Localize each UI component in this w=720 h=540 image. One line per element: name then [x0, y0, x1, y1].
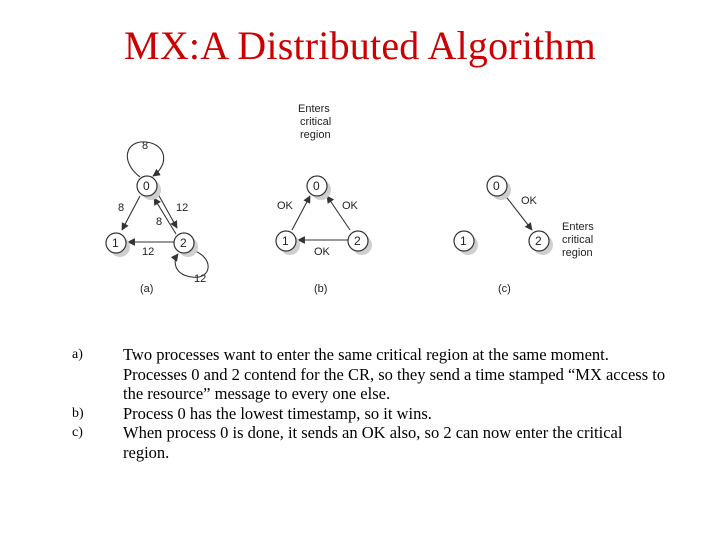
list-text: Process 0 has the lowest timestamp, so it wins. — [123, 403, 432, 423]
b-caption: (b) — [314, 283, 328, 295]
c-node-0-label: 0 — [493, 179, 500, 193]
c-label-ok: OK — [521, 195, 537, 207]
c-enters-line3: region — [562, 247, 593, 259]
a-node-1-label: 1 — [112, 236, 119, 250]
b-node-0-label: 0 — [313, 179, 320, 193]
c-caption: (c) — [498, 283, 511, 295]
list-marker: a) — [72, 347, 83, 362]
list-marker: b) — [72, 405, 84, 421]
b-enters-line2: critical — [300, 116, 332, 128]
b-label-ok2: OK — [342, 200, 358, 212]
a-caption: (a) — [140, 283, 154, 295]
b-label-ok1: OK — [277, 200, 293, 212]
a-label-e01: 8 — [118, 202, 125, 214]
c-enters-line2: critical — [562, 234, 594, 246]
list-item — [72, 423, 672, 462]
a-label-loop0: 8 — [142, 140, 149, 152]
list-marker: c) — [72, 425, 83, 440]
panel-c — [454, 176, 594, 295]
a-node-2-label: 2 — [180, 236, 187, 250]
panel-a — [106, 140, 208, 295]
a-label-e02a: 12 — [176, 202, 189, 214]
list-item — [72, 345, 672, 404]
c-node-2-label: 2 — [535, 234, 542, 248]
b-node-2-label: 2 — [354, 234, 361, 248]
explanation-list — [72, 345, 672, 462]
a-label-e21: 12 — [142, 246, 155, 258]
mutex-diagram — [80, 92, 620, 307]
b-enters-line1: Enters — [298, 103, 330, 115]
a-label-e02b: 8 — [156, 216, 163, 228]
b-enters-line3: region — [300, 129, 331, 141]
panel-b — [276, 103, 372, 295]
b-edge-1-0 — [292, 196, 310, 230]
b-node-1-label: 1 — [282, 234, 289, 248]
c-node-1-label: 1 — [460, 234, 467, 248]
a-edge-0-1 — [122, 196, 140, 230]
list-text: Two processes want to enter the same critical region at the same moment. Processes 0 and 2 contend for the CR, so they send a time stamped “MX access to the resource” message to every one else. — [123, 345, 666, 403]
slide-title: MX:A Distributed Algorithm — [124, 23, 596, 68]
list-item — [72, 404, 672, 424]
a-node-0-label: 0 — [143, 179, 150, 193]
list-text: When process 0 is done, it sends an OK also, so 2 can now enter the critical region. — [123, 423, 623, 462]
a-label-loop2: 12 — [194, 273, 207, 285]
c-enters-line1: Enters — [562, 221, 594, 233]
b-label-ok3: OK — [314, 246, 330, 258]
